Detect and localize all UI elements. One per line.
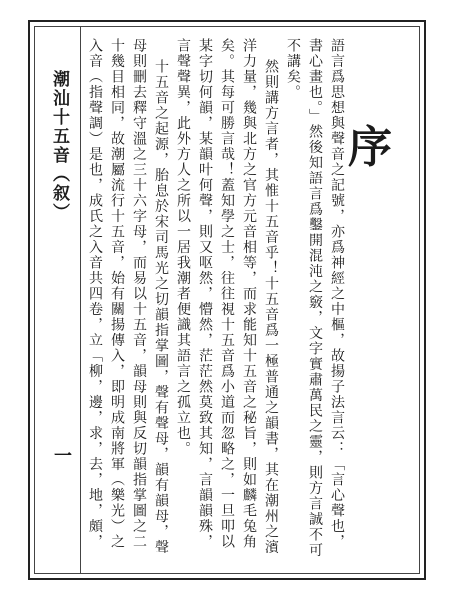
margin-divider xyxy=(80,26,81,574)
page-number: 一 xyxy=(51,446,72,464)
preface-heading: 序 xyxy=(348,122,392,173)
book-title: 潮汕十五音（叙） xyxy=(49,70,69,222)
preface-paragraph-3: 十五音之起源，胎息於宋司馬光之切韻指掌圖，聲有聲母，韻有韻母，聲母則刪去釋守溫之三十六字母，而易以十五音，韻母則與反切韻指掌圖之二十幾目相同，故潮屬流行十五音，始有關揚傳入，即明成南將軍（樂光）之入音（指聲調）是也，成氏之入音共四卷，立「柳，邊，求，去，地，頗， xyxy=(87,38,169,555)
preface-paragraph-2: 然則講方言者，其惟十五音乎！十五音爲一極普通之韻書，其在潮州之濱洋力量，幾與北方之官方元音相等，而求能知十五音之秘旨，則如麟毛兔角矣。其每可勝言哉！蓋知學之士，往往視十五音爲小道而忽略之，一旦叩以某字切何韻，某韻叶何聲，則又呕然，懵然，茫茫然莫致其知，言韻韻殊，言聲聲異，此外方人之所以一居我潮者便識其語言之孤立也。 xyxy=(175,38,279,555)
preface-body xyxy=(82,38,410,562)
preface-paragraph-1: 語言爲思想與聲音之記號，亦爲神經之中樞，故揚子法言云：「言心聲也，書心畫也。」然後知語言爲鑿開混沌之竅，文字實肅萬民之靈，則方言誠不可不講矣。 xyxy=(285,38,345,558)
